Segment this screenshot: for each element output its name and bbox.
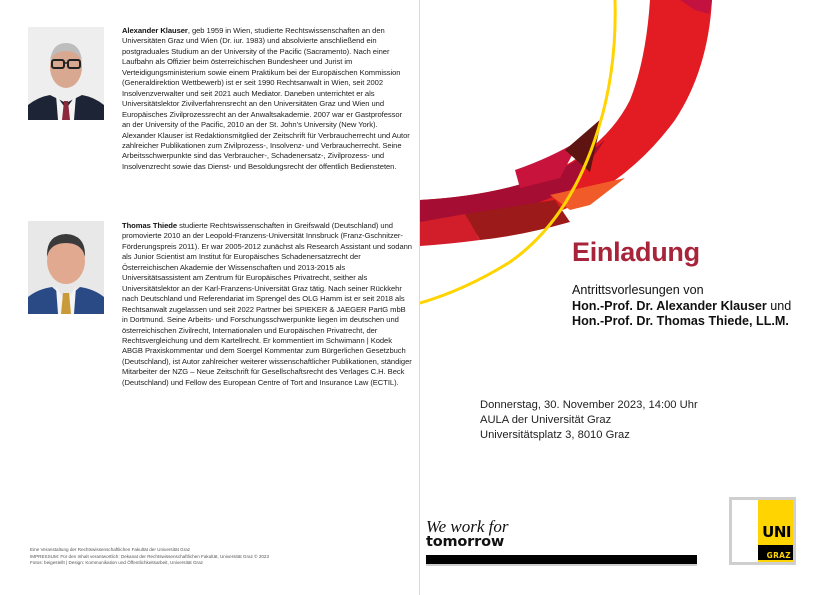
bio-text: , geb 1959 in Wien, studierte Rechtswissenschaften an den Universitäten Graz und Wien (Dr. iur. 1983) und absolvierte anschließend ein postgraduales Studium an der University of the Pacific (Sacramento). Nach einer Laufbahn als Offizier beim österreichischen Bundesheer und Jurist im Verteidigungsministerium sowie einem Praktikum bei der Europäischen Kommission (Generaldirektion Wettbewerb) ist er seit 1990 Rechtsanwalt in Wien, seit 2002 Insolvenzverwalter und seit 2021 auch Mediator. Daneben unterrichtet er als Universitätslektor Zivilverfahrensrecht an den Universitäten Graz und Wien und Europäisches Zivilprozessrecht an der Anwaltsakademie. 2007 war er Gastprofessor an der University of the Pacific, 2010 an der St. John’s University (New York). Alexander Klauser ist Redaktionsmitglied der Zeitschrift für Verbraucherrecht und Autor zahlreicher Publikationen zum Zivilprozess-, Insolvenz- und Verbraucherrecht. Seine Arbeitsschwerpunkte sind das Verbraucher-, Schadenersatz-, Zivilprozess- und Insolvenzrecht sowie das Dienst- und Besoldungsrecht der öffentlich Bediensteten. — [122, 26, 410, 171]
left-page — [0, 0, 419, 595]
speaker-1: Hon.-Prof. Dr. Alexander Klauser — [572, 298, 767, 313]
slogan-line-1: We work for — [426, 517, 509, 536]
event-datetime: Donnerstag, 30. November 2023, 14:00 Uhr — [480, 399, 698, 411]
bio-name: Alexander Klauser — [122, 26, 188, 35]
lecture-intro: Antrittsvorlesungen von — [572, 283, 704, 297]
speaker-2: Hon.-Prof. Dr. Thomas Thiede, LL.M. — [572, 314, 789, 328]
lecture-announcement — [572, 283, 791, 330]
uni-graz-logo — [729, 497, 796, 565]
imprint — [30, 547, 390, 567]
right-page — [420, 0, 839, 595]
invitation-title: Einladung — [572, 237, 700, 267]
logo-graz-text: GRAZ — [766, 551, 791, 560]
logo-white-panel — [732, 500, 758, 562]
bio-klauser — [122, 26, 412, 172]
bio-thiede — [122, 221, 412, 388]
event-address: Universitätsplatz 3, 8010 Graz — [480, 429, 630, 441]
imprint-line: IMPRESSUM: Für den Inhalt verantwortlich: Dekanat der Rechtswissenschaftlichen Fakultät, Universität Graz © 2023 — [30, 553, 270, 559]
portrait-photo-klauser — [28, 27, 104, 120]
connector-text: und — [766, 298, 792, 313]
slogan — [426, 519, 509, 549]
logo-yellow-panel — [758, 500, 793, 562]
imprint-line: Eine Veranstaltung der Rechtswissenschaftlichen Fakultät der Universität Graz — [30, 547, 191, 552]
imprint-line: Fotos: beigestellt | Design: Kommunikation und Öffentlichkeitsarbeit, Universität Graz — [30, 560, 203, 566]
portrait-photo-thiede — [28, 221, 104, 314]
bio-name: Thomas Thiede — [122, 221, 178, 230]
bio-text: studierte Rechtswissenschaften in Greifswald (Deutschland) und promovierte 2010 an der Leopold-Franzens-Universität Innsbruck (Franz-Gschnitzer-Förderungspreis 2011). Er war 2005-2012 zunächst als Research Assistant und sodann als Junior Scientist am Institut für Europäisches Schadenersatzrecht der Österreichischen Akademie der Wissenschaften und 2013-2015 als Universitätsassistent am Zentrum für Europäisches Privatrecht, seither als Universitätslektor an der Karl-Franzens-Universität Graz tätig. Nach seiner Rückkehr nach Deutschland und Referendariat im Sprengel des OLG Hamm ist er seit 2018 als Rechtsanwalt zugelassen und seit 2022 Partner bei SPIEKER & JAEGER PartG mbB in Dortmund. Seine Arbeits- und Forschungsschwerpunkte liegen im deutschen und österreichischen Zivilrecht, Internationalen und Europäischen Privatrecht, der Rechtsvergleichung und dem Kartellrecht. Er kommentiert im Schwimann | Kodek ABGB Praxiskommentar und dem Soergel Kommentar zum Bürgerlichen Gesetzbuch (Deutschland), ist Autor zahlreicher weiterer wissenschaftlicher Publikationen, ständiger Mitarbeiter der NZG – Neue Zeitschrift für Gesellschaftsrecht des Verlages C.H. Beck (Deutschland) und Fellow des European Centre of Tort and Insurance Law (ECTIL). — [122, 221, 412, 387]
event-venue: AULA der Universität Graz — [480, 414, 612, 426]
slogan-line-2: tomorrow — [426, 534, 505, 550]
logo-uni-text: UNI — [762, 523, 791, 541]
decorative-arc-graphic — [420, 0, 839, 330]
slogan-underline-bar — [426, 555, 697, 564]
event-details — [480, 398, 698, 443]
